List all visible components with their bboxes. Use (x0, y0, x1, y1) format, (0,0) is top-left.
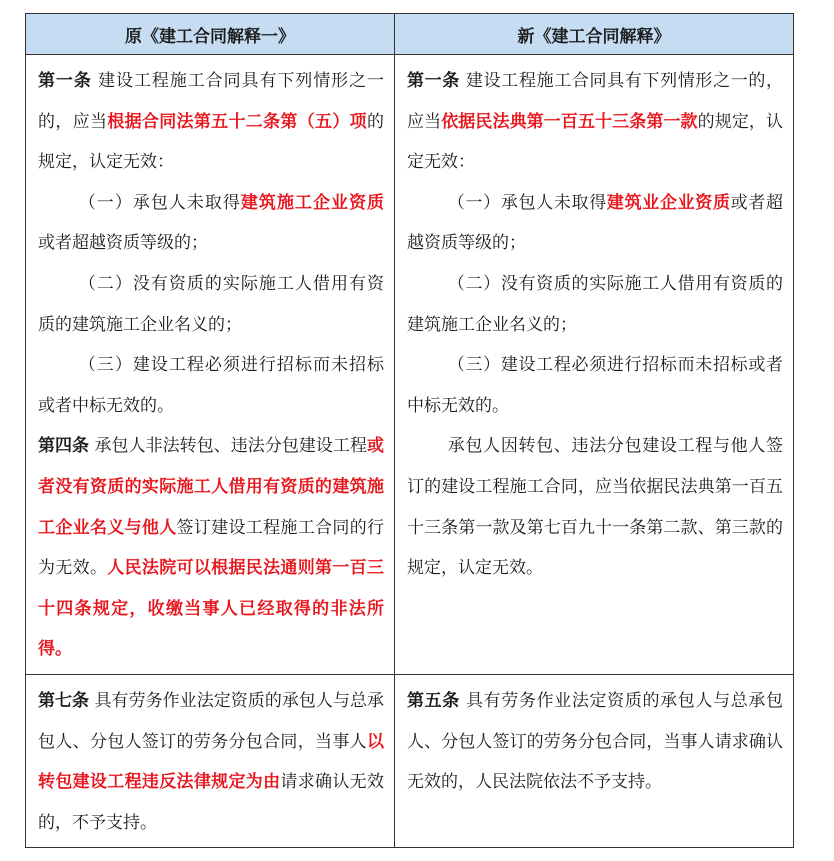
highlight-text: 根据合同法第五十二条第（五）项 (107, 111, 368, 132)
article-label: 第七条 (38, 690, 90, 711)
highlight-text: 以转包建设工程违反法律规定为由 (38, 731, 384, 793)
article-label: 第一条 (38, 71, 92, 91)
old-cell-articles-1-4 (26, 55, 395, 675)
new-cell-article-5 (395, 674, 794, 847)
header-old: 原《建工合同解释一》 (26, 14, 395, 55)
old-item-3: （三）建设工程必须进行招标而未招标或者中标无效的。 (38, 355, 384, 416)
table-row (26, 674, 794, 847)
item-text: 或者超越资质等级的； (38, 233, 208, 254)
header-row (26, 14, 794, 55)
old-article-4 (38, 426, 384, 670)
old-cell-article-7 (26, 674, 395, 847)
table-row (26, 55, 794, 675)
old-article-7 (38, 681, 384, 843)
article-text: 承包人非法转包、违法分包建设工程 (89, 436, 368, 457)
article-text: 请求确认无效的，不予支持。 (38, 772, 385, 833)
article-text: 具有劳务作业法定资质的承包人与总承包人、分包人签订的劳务分包合同，当事人请求确认无效的，人民法院依法不予支持。 (407, 690, 784, 793)
new-item-2: （二）没有资质的实际施工人借用有资质的建筑施工企业名义的； (407, 273, 783, 335)
comparison-table-wrapper (25, 13, 793, 848)
old-item-1 (38, 183, 384, 264)
article-label: 第五条 (407, 690, 460, 711)
comparison-table (25, 13, 794, 848)
article-text: 签订建设工程施工合同的行为无效。 (38, 517, 385, 579)
highlight-text: 建筑施工企业资质 (240, 192, 385, 213)
article-text: 的规定，认定无效： (407, 111, 784, 173)
highlight-text: 人民法院可以根据民法通则第一百三十四条规定，收缴当事人已经取得的非法所得。 (38, 558, 385, 660)
header-new: 新《建工合同解释》 (395, 14, 794, 55)
item-text: （一）承包人未取得 (447, 192, 607, 213)
article-text: 建设工程施工合同具有下列情形之一的，应当 (407, 71, 784, 132)
new-cell-article-1 (395, 55, 794, 675)
new-item-3: （三）建设工程必须进行招标而未招标或者中标无效的。 (407, 355, 783, 416)
new-item-1 (407, 183, 783, 264)
new-article-1-para-2: 承包人因转包、违法分包建设工程与他人签订的建设工程施工合同，应当依据民法典第一百五十三条第一款及第七百九十一条第二款、第三款的规定，认定无效。 (407, 436, 783, 579)
old-item-2: （二）没有资质的实际施工人借用有资质的建筑施工企业名义的； (38, 273, 384, 335)
item-text: （一）承包人未取得 (78, 192, 241, 213)
old-article-1 (38, 61, 384, 183)
new-article-5 (407, 681, 783, 803)
article-text: 具有劳务作业法定资质的承包人与总承包人、分包人签订的劳务分包合同，当事人 (38, 690, 385, 752)
article-label: 第一条 (407, 71, 460, 91)
highlight-text: 建筑业企业资质 (606, 192, 731, 213)
item-text: 或者超越资质等级的； (407, 192, 784, 254)
new-article-1 (407, 61, 783, 183)
highlight-text: 依据民法典第一百五十三条第一款 (441, 111, 698, 132)
article-text: 建设工程施工合同具有下列情形之一的，应当 (38, 71, 385, 132)
article-label: 第四条 (38, 436, 90, 457)
highlight-text: 或者没有资质的实际施工人借用有资质的建筑施工企业名义与他人 (38, 436, 385, 538)
article-text: 的规定，认定无效： (38, 111, 385, 173)
